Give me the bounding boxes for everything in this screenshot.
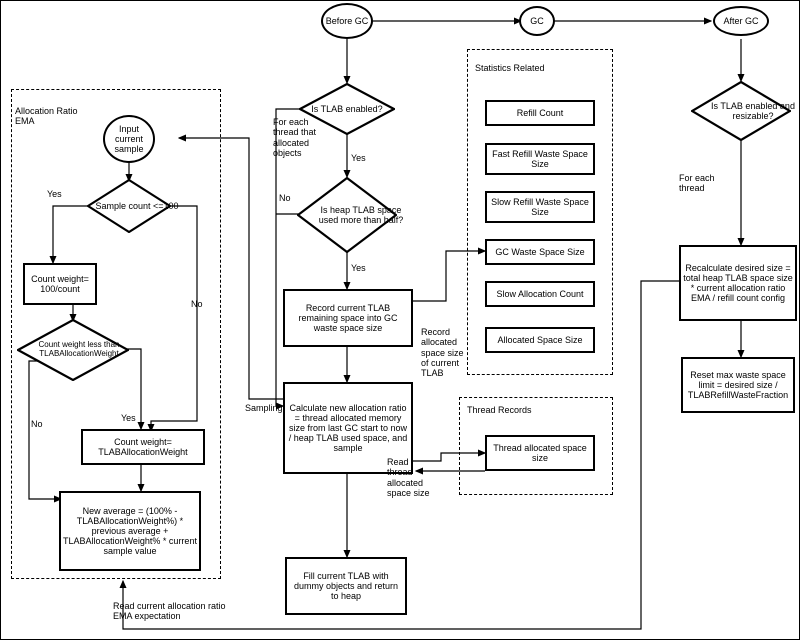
- node-record-current-tlab[interactable]: Record current TLAB remaining space into GC waste space size: [283, 289, 413, 347]
- node-gc-waste-space[interactable]: GC Waste Space Size: [485, 239, 595, 265]
- node-is-tlab-resizable[interactable]: [691, 81, 795, 141]
- group-statistics-related-label: Statistics Related: [475, 63, 545, 73]
- node-calculate-new-ratio[interactable]: Calculate new allocation ratio = thread allocated memory size from last GC start to now / heap TLAB used space, and sample: [283, 382, 413, 474]
- node-before-gc[interactable]: Before GC: [321, 3, 373, 39]
- node-is-tlab-enabled-label: Is TLAB enabled?: [311, 103, 383, 114]
- edge-label-read-thread-allocated: Read thread allocated space size: [387, 457, 430, 499]
- node-refill-count[interactable]: Refill Count: [485, 100, 595, 126]
- edge-label-record-allocated: Record allocated space size of current TLAB: [421, 327, 464, 379]
- edge-label-sampling: Sampling: [245, 403, 283, 413]
- node-is-heap-tlab-half[interactable]: [297, 177, 404, 253]
- node-fill-current-tlab[interactable]: Fill current TLAB with dummy objects and return to heap: [285, 557, 407, 615]
- edge-label-no-tlab-enabled: No: [279, 193, 291, 203]
- node-count-weight-less-label: Count weight less than TLABAllocationWeight: [38, 340, 120, 358]
- node-is-tlab-resizable-label: Is TLAB enabled and resizable?: [711, 100, 795, 121]
- edge-label-for-each-thread-right: For each thread: [679, 173, 715, 194]
- node-slow-refill-waste[interactable]: Slow Refill Waste Space Size: [485, 191, 595, 223]
- node-is-heap-tlab-half-label: Is heap TLAB space used more than half?: [318, 204, 404, 225]
- node-input-current-sample[interactable]: Input current sample: [103, 115, 155, 163]
- node-slow-allocation-count[interactable]: Slow Allocation Count: [485, 281, 595, 307]
- edge-label-yes-heap-half: Yes: [351, 263, 366, 273]
- edge-label-yes-sample-count: Yes: [47, 189, 62, 199]
- group-thread-records-label: Thread Records: [467, 405, 532, 415]
- group-allocation-ratio-ema-label: Allocation Ratio EMA: [15, 106, 78, 127]
- node-gc[interactable]: GC: [519, 6, 555, 36]
- edge-label-no-weight-less: No: [31, 419, 43, 429]
- edge-label-no-sample-count: No: [191, 299, 203, 309]
- edge-label-yes-weight-less: Yes: [121, 413, 136, 423]
- node-thread-allocated-space[interactable]: Thread allocated space size: [485, 435, 595, 471]
- node-allocated-space-size[interactable]: Allocated Space Size: [485, 327, 595, 353]
- node-count-weight-eq[interactable]: Count weight= TLABAllocationWeight: [81, 429, 205, 465]
- edge-label-yes-tlab-enabled: Yes: [351, 153, 366, 163]
- node-reset-max-waste[interactable]: Reset max waste space limit = desired size / TLABRefillWasteFraction: [681, 357, 795, 413]
- node-sample-count[interactable]: [87, 179, 179, 233]
- node-after-gc[interactable]: After GC: [713, 6, 769, 36]
- edge-label-read-current-ratio: Read current allocation ratio EMA expectation: [113, 601, 226, 622]
- node-sample-count-label: Sample count <=100: [95, 200, 179, 211]
- node-recalculate-desired[interactable]: Recalculate desired size = total heap TLAB space size * current allocation ratio EMA / refill count config: [679, 245, 797, 321]
- node-fast-refill-waste[interactable]: Fast Refill Waste Space Size: [485, 143, 595, 175]
- node-count-weight-100[interactable]: Count weight= 100/count: [23, 263, 97, 305]
- node-new-average[interactable]: New average = (100% - TLABAllocationWeight%) * previous average + TLABAllocationWeight% * current sample value: [59, 491, 201, 571]
- node-count-weight-less[interactable]: [17, 319, 129, 381]
- edge-label-for-each-thread-left: For each thread that allocated objects: [273, 117, 317, 159]
